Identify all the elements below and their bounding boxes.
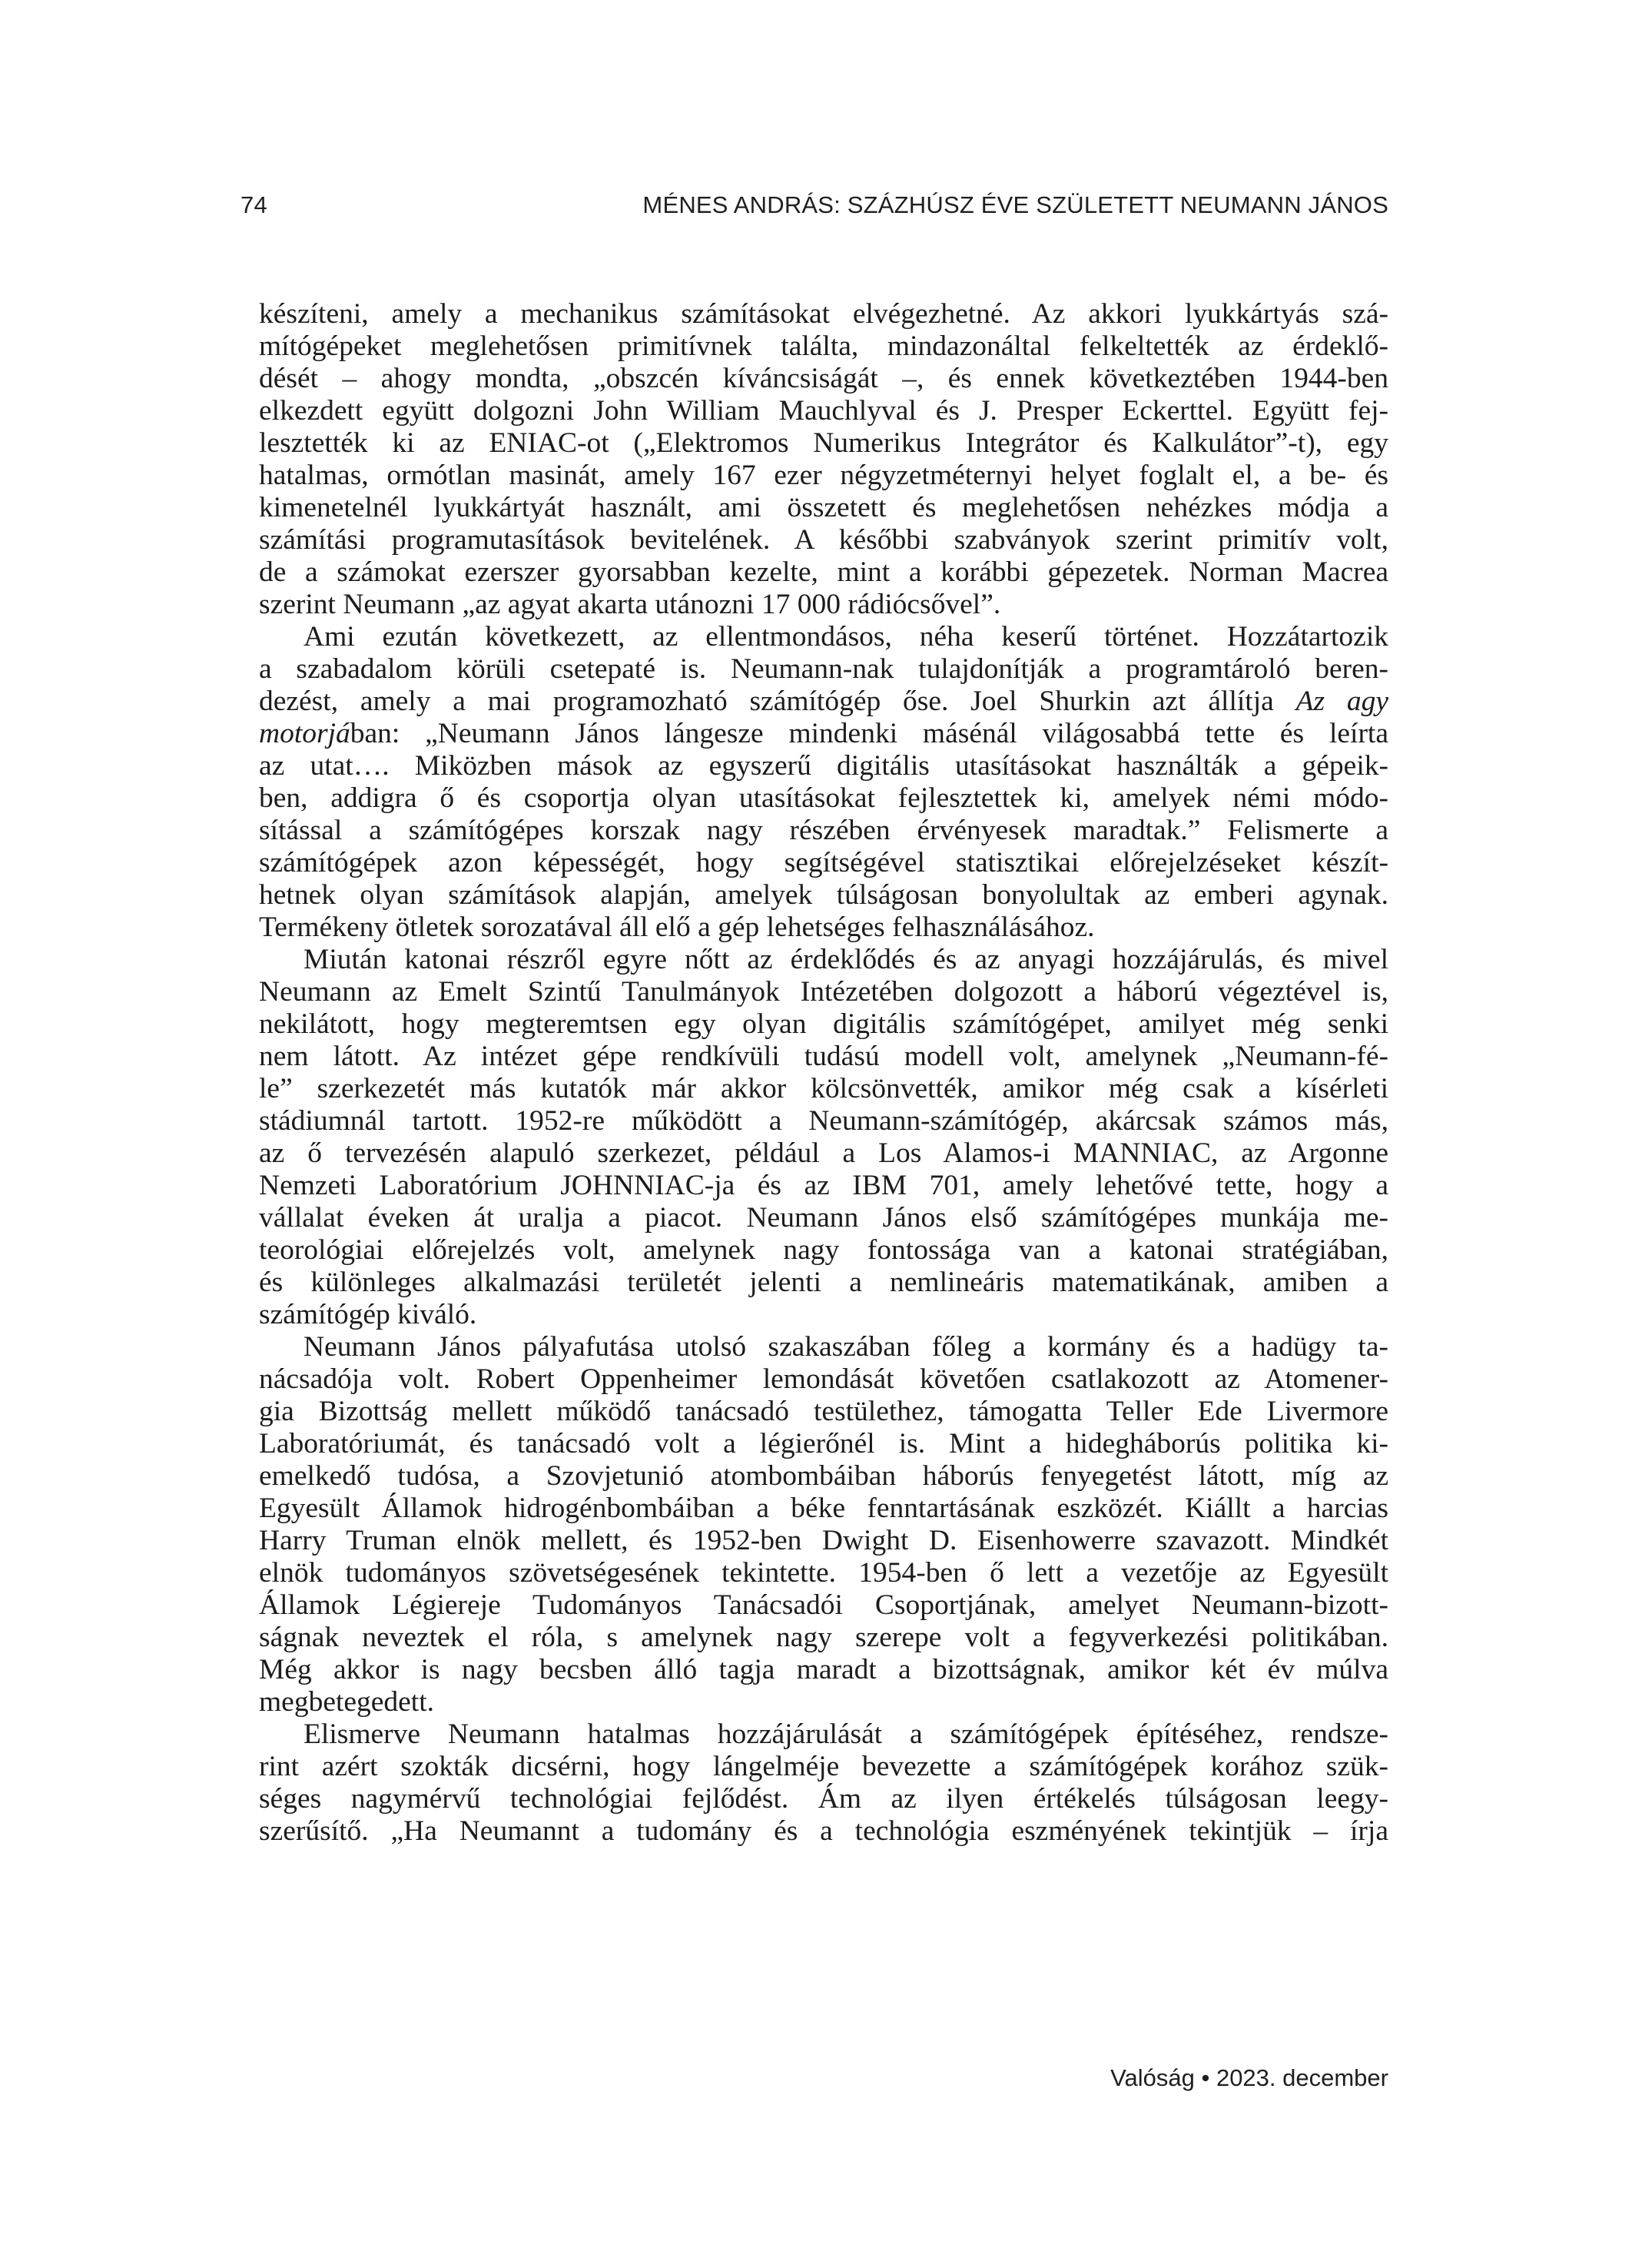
text-line: nem látott. Az intézet gépe rendkívüli tudású modell volt, amelynek „Neumann-fé- — [259, 1041, 1388, 1072]
text-line: rint azért szokták dicsérni, hogy lángelméje bevezette a számítógépek korához szük- — [259, 1751, 1388, 1782]
text-line: emelkedő tudósa, a Szovjetunió atombombáiban háborús fenyegetést látott, míg az — [259, 1460, 1388, 1492]
journal-name: Valóság — [1110, 2064, 1195, 2091]
text-line: Harry Truman elnök mellett, és 1952-ben Dwight D. Eisenhowerre szavazott. Mindkét — [259, 1525, 1388, 1556]
text-line: elnök tudományos szövetségesének tekintette. 1954-ben ő lett a vezetője az Egyesült — [259, 1557, 1388, 1589]
page-footer — [1110, 2064, 1388, 2092]
text-line: stádiumnál tartott. 1952-re működött a Neumann-számítógép, akárcsak számos más, — [259, 1105, 1388, 1137]
text-line: a szabadalom körüli csetepaté is. Neumann-nak tulajdonítják a programtároló beren- — [259, 653, 1388, 685]
text-line: ságnak neveztek el róla, s amelynek nagy szerepe volt a fegyverkezési politikában. — [259, 1622, 1388, 1653]
text-line: nekilátott, hogy megteremtsen egy olyan digitális számítógépet, amilyet még senki — [259, 1008, 1388, 1040]
text-line: de a számokat ezerszer gyorsabban kezelte, mint a korábbi gépezetek. Norman Macrea — [259, 556, 1388, 588]
paragraph — [259, 944, 1388, 1331]
text-line: és különleges alkalmazási területét jelenti a nemlineáris matematikának, amiben a — [259, 1267, 1388, 1298]
text-line: le” szerkezetét más kutatók már akkor kölcsönvették, amikor még csak a kísérleti — [259, 1073, 1388, 1104]
text-line: elkezdett együtt dolgozni John William Mauchlyval és J. Presper Eckerttel. Együtt fej- — [259, 395, 1388, 427]
running-title: MÉNES ANDRÁS: SZÁZHÚSZ ÉVE SZÜLETETT NEUMANN JÁNOS — [642, 191, 1388, 218]
text-line: Államok Légiereje Tudományos Tanácsadói Csoportjának, amelyet Neumann-bizott- — [259, 1589, 1388, 1621]
paragraph — [259, 1331, 1388, 1718]
text-line: készíteni, amely a mechanikus számításokat elvégezhetné. Az akkori lyukkártyás szá- — [259, 298, 1388, 330]
article-body — [259, 298, 1388, 1848]
text-line: sítással a számítógépes korszak nagy részében érvényesek maradtak.” Felismerte a — [259, 815, 1388, 846]
text-line: vállalat éveken át uralja a piacot. Neumann János első számítógépes munkája me- — [259, 1202, 1388, 1234]
text-line: ben, addigra ő és csoportja olyan utasításokat fejlesztettek ki, amelyek némi módo- — [259, 782, 1388, 814]
separator-bullet: • — [1201, 2064, 1210, 2091]
text-line: számítógép kiváló. — [259, 1299, 477, 1330]
text-line: Termékeny ötletek sorozatával áll elő a gép lehetséges felhasználásához. — [259, 912, 1095, 943]
text-line: Neumann az Emelt Szintű Tanulmányok Intézetében dolgozott a háború végeztével is, — [259, 976, 1388, 1008]
text-line: teorológiai előrejelzés volt, amelynek nagy fontossága van a katonai stratégiában, — [259, 1234, 1388, 1266]
running-head — [240, 191, 1388, 219]
paragraph — [259, 298, 1388, 621]
text-line: dését – ahogy mondta, „obszcén kíváncsiságát –, és ennek következtében 1944-ben — [259, 363, 1388, 394]
text-line: dezést, amely a mai programozható számítógép őse. Joel Shurkin azt állítja Az agy — [259, 686, 1388, 717]
text-line: az ő tervezésén alapuló szerkezet, például a Los Alamos-i MANNIAC, az Argonne — [259, 1137, 1388, 1169]
text-line: Ami ezután következett, az ellentmondásos, néha keserű történet. Hozzátartozik — [304, 621, 1388, 653]
text-line: gia Bizottság mellett működő tanácsadó testülethez, támogatta Teller Ede Livermore — [259, 1396, 1388, 1427]
text-line: Neumann János pályafutása utolsó szakaszában főleg a kormány és a hadügy ta- — [304, 1331, 1388, 1363]
text-line: Nemzeti Laboratórium JOHNNIAC-ja és az IBM 701, amely lehetővé tette, hogy a — [259, 1170, 1388, 1201]
text-line: Elismerve Neumann hatalmas hozzájárulását a számítógépek építéséhez, rendsze- — [304, 1718, 1388, 1750]
text-line: séges nagymérvű technológiai fejlődést. Ám az ilyen értékelés túlságosan leegy- — [259, 1783, 1388, 1815]
text-line: Laboratóriumát, és tanácsadó volt a légierőnél is. Mint a hidegháborús politika ki- — [259, 1428, 1388, 1459]
page-number: 74 — [240, 191, 267, 218]
text-line: szerint Neumann „az agyat akarta utánozni 17 000 rádiócsővel”. — [259, 589, 1001, 620]
text-line: szerűsítő. „Ha Neumannt a tudomány és a technológia eszményének tekintjük – írja — [259, 1815, 1388, 1847]
paragraph — [259, 621, 1388, 944]
text-line: Miután katonai részről egyre nőtt az érdeklődés és az anyagi hozzájárulás, és mivel — [304, 944, 1388, 975]
text-line: lesztették ki az ENIAC-ot („Elektromos Numerikus Integrátor és Kalkulátor”-t), egy — [259, 427, 1388, 459]
text-line: nácsadója volt. Robert Oppenheimer lemondását követően csatlakozott az Atomener- — [259, 1363, 1388, 1395]
text-line: az utat…. Miközben mások az egyszerű digitális utasításokat használták a gépeik- — [259, 750, 1388, 782]
text-line: motorjában: „Neumann János lángesze mindenki másénál világosabbá tette és leírta — [259, 718, 1388, 749]
text-line: Még akkor is nagy becsben álló tagja maradt a bizottságnak, amikor két év múlva — [259, 1654, 1388, 1685]
text-line: hatalmas, ormótlan masinát, amely 167 ezer négyzetméternyi helyet foglalt el, a be- és — [259, 460, 1388, 491]
text-line: kimenetelnél lyukkártyát használt, ami összetett és meglehetősen nehézkes módja a — [259, 492, 1388, 523]
text-line: számítógépek azon képességét, hogy segítségével statisztikai előrejelzéseket készít- — [259, 847, 1388, 878]
book-title-italic: motorjá — [259, 718, 350, 749]
book-title-italic: Az agy — [1295, 686, 1388, 717]
text-line: számítási programutasítások bevitelének. A későbbi szabványok szerint primitív volt, — [259, 524, 1388, 556]
text-line: megbetegedett. — [259, 1686, 435, 1718]
text-line: Egyesült Államok hidrogénbombáiban a béke fenntartásának eszközét. Kiállt a harcias — [259, 1493, 1388, 1524]
text-line: hetnek olyan számítások alapján, amelyek túlságosan bonyolultak az emberi agynak. — [259, 879, 1388, 911]
text-line: mítógépeket meglehetősen primitívnek találta, mindazonáltal felkeltették az érdeklő- — [259, 330, 1388, 362]
paragraph — [259, 1718, 1388, 1848]
issue-date: 2023. december — [1216, 2064, 1388, 2091]
